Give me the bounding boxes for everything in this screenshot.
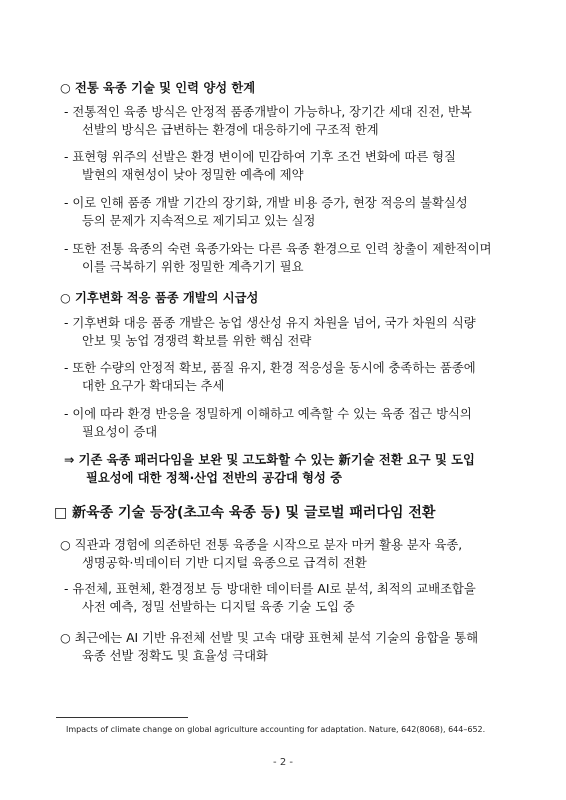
heading-traditional-breeding: ○ 전통 육종 기술 및 인력 양성 한계	[60, 81, 256, 95]
list-item-1a: - 전통적인 육종 방식은 안정적 품종개발이 가능하나, 장기간 세대 진전, 반복	[64, 105, 472, 119]
list-item-6a: - 또한 수량의 안정적 확보, 품질 유지, 환경 적응성을 동시에 충족하는 품종에	[64, 361, 476, 375]
section-item-1b: 생명공학·빅데이터 기반 디지털 육종으로 급격히 전환	[82, 556, 367, 570]
section-subitem-1b: 사전 예측, 정밀 선발하는 디지털 육종 기술 도입 중	[82, 600, 355, 614]
footnote: Impacts of climate change on global agriculture accounting for adaptation. Nature, 642(8068), 644–652.	[66, 725, 486, 734]
list-item-3a: - 이로 인해 품종 개발 기간의 장기화, 개발 비용 증가, 현장 적응의 불확실성	[64, 196, 468, 210]
list-item-3b: 등의 문제가 지속적으로 제기되고 있는 실정	[82, 214, 316, 228]
list-item-7a: - 이에 따라 환경 반응을 정밀하게 이해하고 예측할 수 있는 육종 접근 방식의	[64, 407, 472, 421]
section-subitem-1a: - 유전체, 표현체, 환경정보 등 방대한 데이터를 AI로 분석, 최적의 교배조합을	[64, 582, 476, 596]
list-item-6b: 대한 요구가 확대되는 추세	[82, 379, 225, 393]
list-item-4a: - 또한 전통 육종의 숙련 육종가와는 다른 육종 환경으로 인력 창출이 제한적이며	[64, 242, 492, 256]
section-item-2a: ○ 최근에는 AI 기반 유전체 선발 및 고속 대량 표현체 분석 기술의 융합을 통해	[60, 631, 479, 645]
section-item-1a: ○ 직관과 경험에 의존하던 전통 육종을 시작으로 분자 마커 활용 분자 육종,	[60, 538, 463, 552]
footnote-divider	[56, 717, 188, 718]
list-item-1b: 선발의 방식은 급변하는 환경에 대응하기에 구조적 한계	[82, 123, 379, 137]
list-item-2a: - 표현형 위주의 선발은 환경 변이에 민감하여 기후 조건 변화에 따른 형질	[64, 150, 456, 164]
list-item-4b: 이를 극복하기 위한 정밀한 계측기기 필요	[82, 260, 304, 274]
list-item-2b: 발현의 재현성이 낮아 정밀한 예측에 제약	[82, 168, 304, 182]
section-item-2b: 육종 선발 정확도 및 효율성 극대화	[82, 649, 268, 663]
list-item-7b: 필요성이 증대	[82, 425, 158, 439]
conclusion-line-1: ⇒ 기존 육종 패러다임을 보완 및 고도화할 수 있는 新기술 전환 요구 및 도입	[64, 453, 475, 467]
page-number: - 2 -	[273, 757, 293, 768]
list-item-5b: 안보 및 농업 경쟁력 확보를 위한 핵심 전략	[82, 334, 312, 348]
conclusion-line-2: 필요성에 대한 정책·산업 전반의 공감대 형성 중	[86, 471, 343, 485]
list-item-5a: - 기후변화 대응 품종 개발은 농업 생산성 유지 차원을 넘어, 국가 차원의 식량	[64, 316, 476, 330]
heading-climate-adaptation: ○ 기후변화 적응 품종 개발의 시급성	[60, 291, 259, 305]
section-heading: □ 新육종 기술 등장(초고속 육종 등) 및 글로벌 패러다임 전환	[54, 505, 436, 521]
